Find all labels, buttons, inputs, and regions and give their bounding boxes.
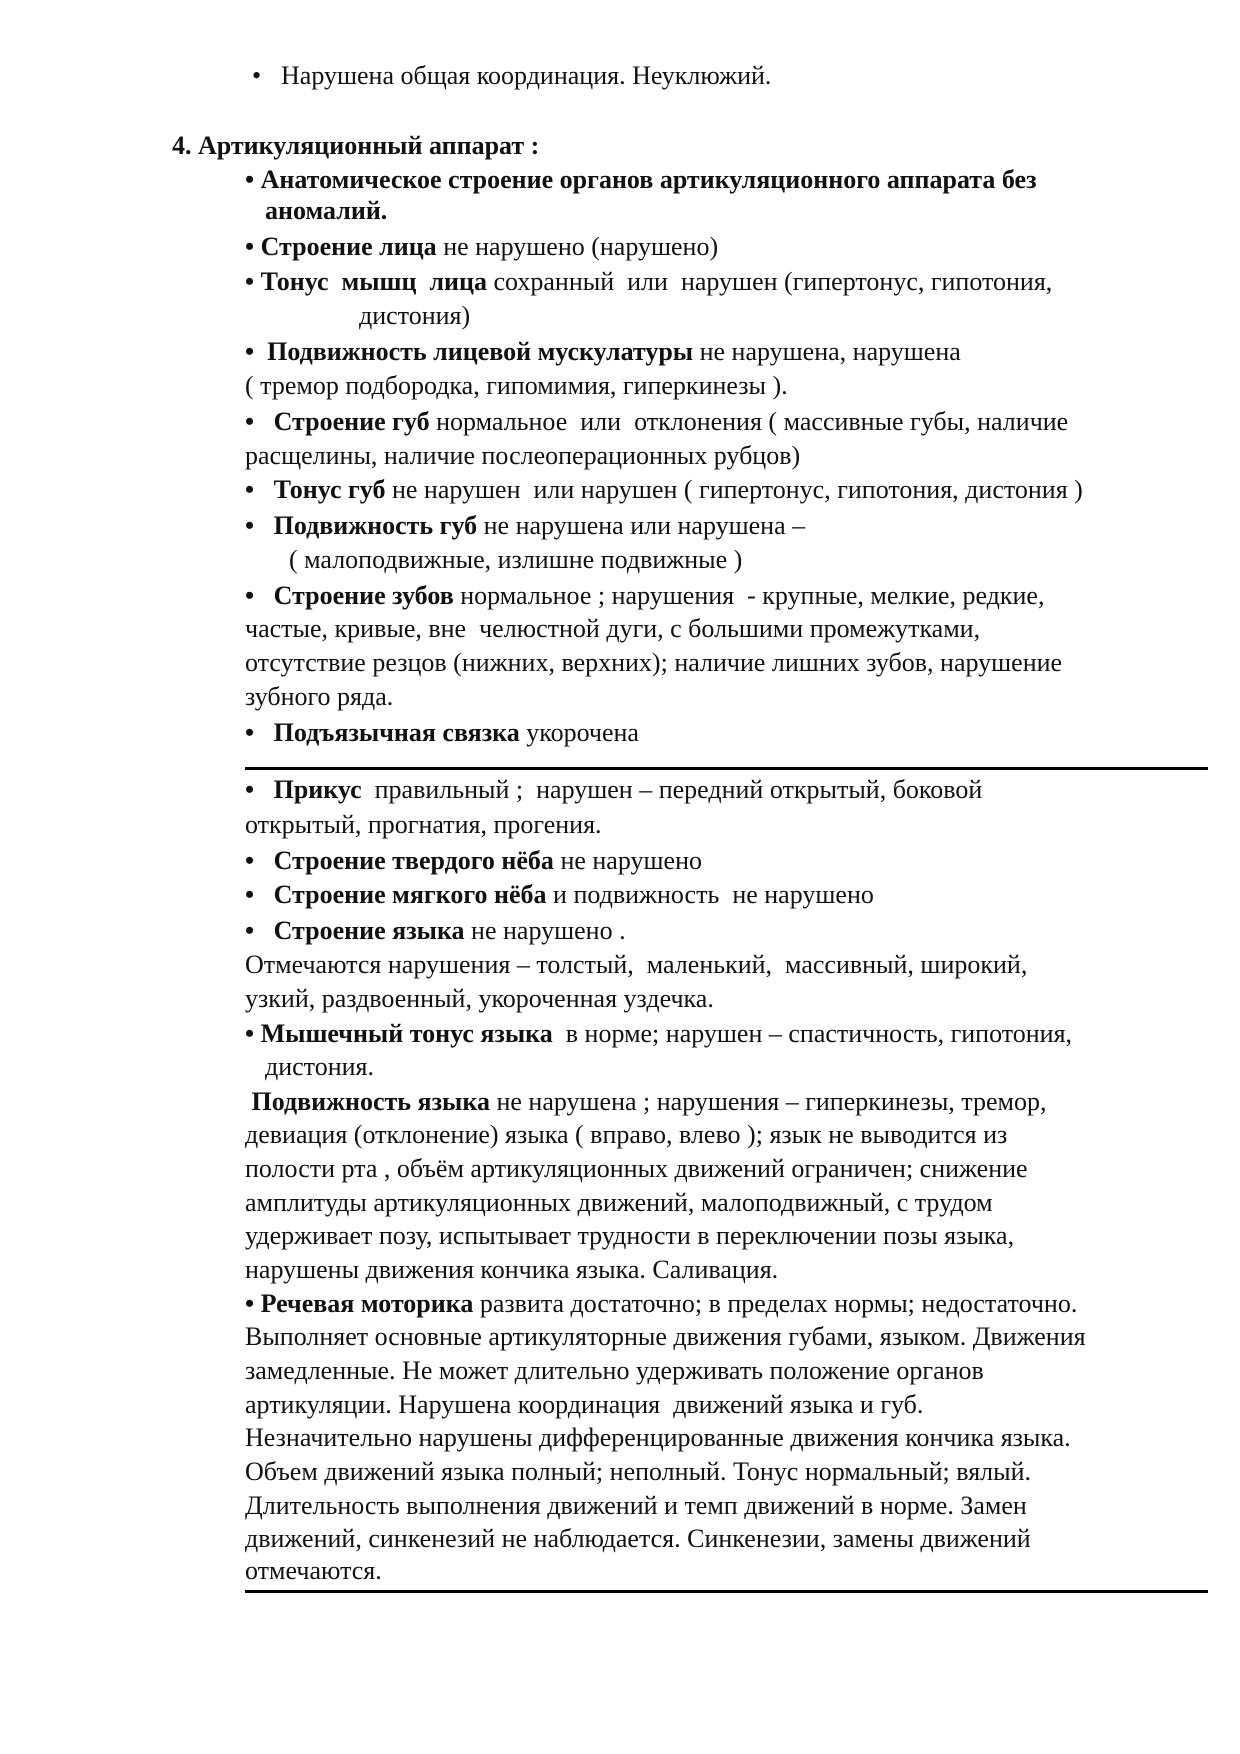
line-text: не нарушено: [553, 846, 702, 875]
text-line: [245, 368, 788, 404]
text-line: [245, 1353, 984, 1389]
line-text: Отмечаются нарушения – толстый, маленький, массивный, широкий,: [245, 950, 1028, 979]
line-text: сохранный или нарушен (гипертонус, гипотония,: [487, 267, 1053, 296]
text-line: [245, 334, 961, 370]
line-text: Нарушена общая координация. Неуклюжий.: [281, 61, 772, 90]
bold-term: • Подъязычная связка: [245, 718, 520, 747]
line-text: узкий, раздвоенный, укороченная уздечка.: [245, 984, 714, 1013]
text-line: [245, 1319, 1086, 1355]
line-text: ( тремор подбородка, гипомимия, гиперкинезы ).: [245, 371, 788, 400]
text-line: [245, 1454, 1031, 1490]
line-text: не нарушено .: [464, 916, 626, 945]
line-text: ( малоподвижные, излишне подвижные ): [289, 545, 743, 574]
line-text: отсутствие резцов (нижних, верхних); наличие лишних зубов, нарушение: [245, 648, 1063, 677]
line-text: движений, синкенезий не наблюдается. Синкенезии, замены движений: [245, 1524, 1031, 1553]
line-text: не нарушен или нарушен ( гипертонус, гипотония, дистония ): [385, 475, 1083, 504]
text-line: [245, 913, 626, 949]
text-line: [245, 947, 1027, 983]
bullet-icon: •: [252, 61, 262, 90]
text-line: [245, 1420, 1071, 1456]
text-line: [245, 472, 1083, 508]
text-line: [245, 1151, 1028, 1187]
bold-term: • Анатомическое строение органов артикуляционного аппарата без: [245, 165, 1037, 194]
line-text: Незначительно нарушены дифференцированные движения кончика языка.: [245, 1423, 1071, 1452]
text-line: [245, 1521, 1031, 1557]
text-line: [245, 877, 874, 913]
line-text: нормальное ; нарушения - крупные, мелкие, редкие,: [453, 581, 1045, 610]
bold-term: • Строение зубов: [245, 581, 454, 610]
bold-term: • Прикус: [245, 775, 362, 804]
text-line: [245, 772, 982, 808]
text-line: [245, 1084, 1046, 1120]
horizontal-rule: [245, 1590, 1208, 1593]
text-line: [245, 981, 714, 1017]
text-line: [245, 508, 805, 544]
text-line: [245, 1185, 993, 1221]
bold-term: • Подвижность лицевой мускулатуры: [245, 337, 694, 366]
line-text: не нарушена ; нарушения – гиперкинезы, тремор,: [489, 1087, 1047, 1116]
heading-text: 4. Артикуляционный аппарат :: [172, 131, 540, 160]
line-text: в норме; нарушен – спастичность, гипотония,: [552, 1019, 1073, 1048]
line-text: девиация (отклонение) языка ( вправо, влево ); язык не выводится из: [245, 1120, 1008, 1149]
bold-term: • Речевая моторика: [245, 1289, 474, 1318]
line-text: правильный ; нарушен – передний открытый, боковой: [361, 775, 983, 804]
bold-term: • Строение губ: [245, 407, 430, 436]
line-text: нормальное или отклонения ( массивные губы, наличие: [429, 407, 1069, 436]
line-text: и подвижность не нарушено: [546, 880, 874, 909]
line-text: Длительность выполнения движений и темп движений в норме. Замен: [245, 1491, 1027, 1520]
text-line: [245, 404, 1068, 440]
bold-term: аномалий.: [265, 196, 388, 225]
text-line: [265, 193, 387, 229]
line-text: развита достаточно; в пределах нормы; недостаточно.: [473, 1289, 1078, 1318]
text-line: [245, 1553, 382, 1589]
text-line: [265, 1049, 374, 1085]
line-text: расщелины, наличие послеоперационных рубцов): [245, 441, 801, 470]
bold-term: • Подвижность губ: [245, 511, 478, 540]
text-line: [245, 1387, 923, 1423]
text-line: [245, 578, 1044, 614]
line-text: частые, кривые, вне челюстной дуги, с большими промежутками,: [245, 614, 981, 643]
horizontal-rule: [245, 767, 1208, 770]
bold-term: • Строение твердого нёба: [245, 846, 554, 875]
line-text: не нарушена, нарушена: [693, 337, 961, 366]
text-line: [245, 715, 639, 751]
text-line: [245, 264, 1052, 300]
text-line: [281, 58, 771, 94]
line-text: полости рта , объём артикуляционных движений ограничен; снижение: [245, 1154, 1028, 1183]
section-heading: [172, 128, 539, 164]
line-text: замедленные. Не может длительно удерживать положение органов: [245, 1356, 984, 1385]
line-text: отмечаются.: [245, 1556, 382, 1585]
bold-term: • Строение мягкого нёба: [245, 880, 547, 909]
bold-term: • Строение языка: [245, 916, 465, 945]
text-line: [245, 679, 393, 715]
text-line: [245, 645, 1062, 681]
line-text: нарушены движения кончика языка. Саливация.: [245, 1255, 779, 1284]
text-line: [245, 1252, 778, 1288]
line-text: не нарушена или нарушена –: [477, 511, 806, 540]
line-text: не нарушено (нарушено): [436, 232, 719, 261]
line-text: укорочена: [519, 718, 639, 747]
bold-term: Подвижность языка: [245, 1087, 490, 1116]
text-line: [245, 807, 602, 843]
line-text: артикуляции. Нарушена координация движений языка и губ.: [245, 1390, 924, 1419]
text-line: [245, 1016, 1072, 1052]
bold-term: • Тонус мышц лица: [245, 267, 487, 296]
line-text: дистония.: [265, 1052, 374, 1081]
text-line: [245, 229, 718, 265]
line-text: дистония): [359, 301, 471, 330]
text-line: [245, 1286, 1077, 1322]
text-line: [245, 611, 980, 647]
line-text: Объем движений языка полный; неполный. Тонус нормальный; вялый.: [245, 1457, 1032, 1486]
bold-term: • Мышечный тонус языка: [245, 1019, 553, 1048]
text-line: [245, 1117, 1007, 1153]
line-text: амплитуды артикуляционных движений, малоподвижный, с трудом: [245, 1188, 993, 1217]
bold-term: • Строение лица: [245, 232, 437, 261]
text-line: [245, 438, 800, 474]
line-text: зубного ряда.: [245, 682, 394, 711]
line-text: открытый, прогнатия, прогения.: [245, 810, 602, 839]
text-line: [245, 1488, 1027, 1524]
bold-term: • Тонус губ: [245, 475, 386, 504]
text-line: [245, 843, 702, 879]
text-line: [359, 298, 470, 334]
line-text: Выполняет основные артикуляторные движения губами, языком. Движения: [245, 1322, 1086, 1351]
text-line: [245, 1218, 1014, 1254]
text-line: [289, 542, 742, 578]
line-text: удерживает позу, испытывает трудности в переключении позы языка,: [245, 1221, 1015, 1250]
